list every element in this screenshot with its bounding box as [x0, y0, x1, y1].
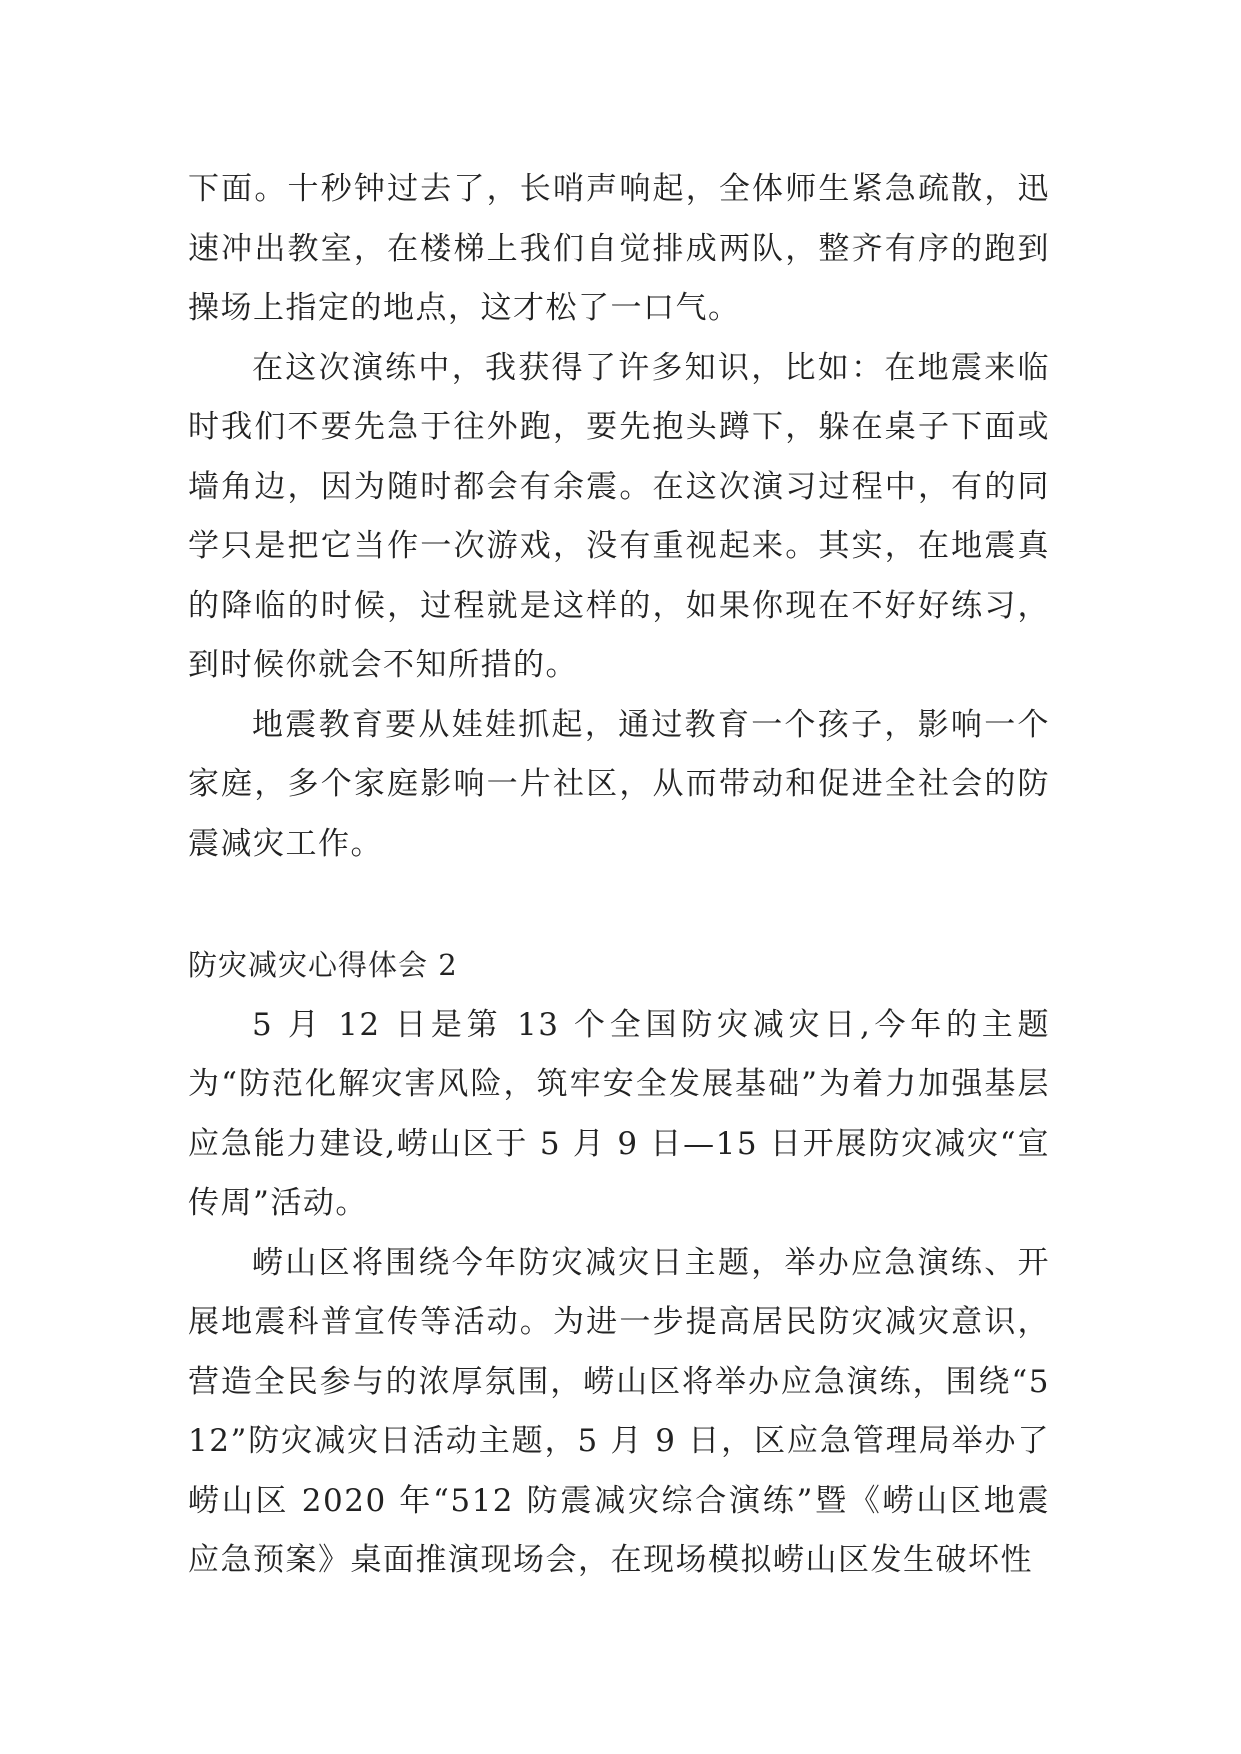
paragraph-continuation: 下面。十秒钟过去了，长哨声响起，全体师生紧急疏散，迅速冲出教室，在楼梯上我们自觉排成两队，整齐有序的跑到操场上指定的地点，这才松了一口气。 [188, 171, 1050, 326]
paragraph-drill-knowledge: 在这次演练中，我获得了许多知识，比如：在地震来临时我们不要先急于往外跑，要先抱头蹲下，躲在桌子下面或墙角边，因为随时都会有余震。在这次演习过程中，有的同学只是把它当作一次游戏，没有重视起来。其实，在地震真的降临的时候，过程就是这样的，如果你现在不好好练习，到时候你就会不知所措的。 [188, 349, 1050, 683]
paragraph-disaster-day: 5 月 12 日是第 13 个全国防灾减灾日,今年的主题为“防范化解灾害风险，筑牢安全发展基础”为着力加强基层应急能力建设,崂山区于 5 月 9 日—15 日开展防灾减灾“宣传周”活动。 [188, 1006, 1050, 1221]
paragraph-laoshan-activities: 崂山区将围绕今年防灾减灾日主题，举办应急演练、开展地震科普宣传等活动。为进一步提高居民防灾减灾意识，营造全民参与的浓厚氛围，崂山区将举办应急演练，围绕“512”防灾减灾日活动主题，5 月 9 日，区应急管理局举办了崂山区 2020 年“512 防震减灾综合演练”暨《崂山区地震应急预案》桌面推演现场会，在现场模拟崂山区发生破坏性 [188, 1244, 1050, 1578]
paragraph-earthquake-education: 地震教育要从娃娃抓起，通过教育一个孩子，影响一个家庭，多个家庭影响一片社区，从而带动和促进全社会的防震减灾工作。 [188, 706, 1050, 862]
section-title: 防灾减灾心得体会 2 [188, 948, 458, 982]
section-spacer [188, 874, 1050, 936]
document-body [188, 160, 1050, 1591]
